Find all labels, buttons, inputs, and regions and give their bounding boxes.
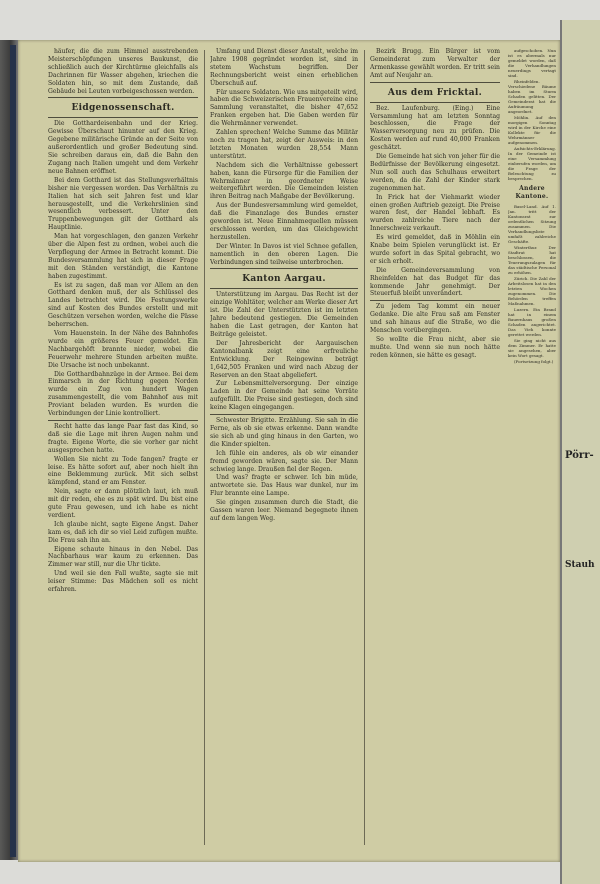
serial-text: So wollte die Frau nicht, aber sie mußte. Und wenn sie nun noch hätte reden können, sie hätte es gesagt. [370, 336, 500, 359]
column-3 [370, 48, 500, 848]
divider [210, 268, 358, 269]
section-heading: Aus dem Fricktal. [387, 87, 483, 98]
adjacent-page [560, 20, 600, 884]
article-text: Möhlin. Auf den morgigen Sonntag wird in der Kirche eine Kollekte für die Wehrmänner aufgenommen. [508, 115, 556, 145]
article-text: Rheinfelden. Verschiedene Bäume haben im Sturm Schaden gelitten. Der Gemeinderat hat die Aufräumung angeordnet. [508, 79, 556, 114]
serial-text: Schwester Brigitte. Erzählung. Sie sah in die Ferne, als ob sie etwas erkenne. Dann wandte sie sich ab und ging hinaus in den Garten, wo die Kinder spielten. [210, 417, 358, 448]
article-text: Der Jahresbericht der Aargauischen Kantonalbank zeigt eine erfreuliche Entwicklung. Der Reingewinn beträgt 1,642,505 Franken und wird nach Abzug der Reserven an den Staat abgeliefert. [210, 339, 358, 379]
column-divider [364, 50, 365, 845]
divider [210, 414, 358, 415]
divider [370, 102, 500, 103]
article-text: Luzern. Ein Brand hat in einem Bauernhaus großen Schaden angerichtet. Das Vieh konnte gerettet werden. [508, 307, 556, 337]
serial-text: Zu jedem Tag kommt ein neuer Gedanke. Die alte Frau saß am Fenster und sah hinaus auf die Straße, wo die Menschen vorübergingen. [370, 303, 500, 335]
article-text: Bei dem Gotthard ist das Stellungsverhältnis bisher nie vergessen worden. Das Verhältnis zu Italien hat sich seit Jahren fest und klar herausgestellt, und die Verkehrslinien sind wesentlich verbessert. Unter den Truppenbewegungen gilt der Gotthard als Hauptlinie. [48, 176, 198, 232]
article-text: Der Winter. In Davos ist viel Schnee gefallen, namentlich in den oberen Lagen. Die Verbindungen sind teilweise unterbrochen. [210, 242, 358, 266]
article-text: Unterstützung im Aargau. Das Recht ist der einzige Wohltäter, welcher am Werke dieser Art ist. Die Zahl der Unterstützten ist im letzten Jahre bedeutend gestiegen. Die Gemeinden haben die Last getragen, der Kanton hat Beiträge geleistet. [210, 291, 358, 338]
column-1 [48, 48, 198, 848]
column-4 [508, 48, 556, 848]
article-text: Die Gotthardeisenbahn und der Krieg. Gewisse Überschaut hinunter auf den Krieg. Gegebene militärische Gründe an der Seite von außerordentlich und großer Bedeutung sind. Sie schreiben daraus ein, daß die Bahn den Zugang nach Italien umgeht und dem Verkehr neue Bahnen eröffnet. [48, 120, 198, 175]
article-text: Vom Hauenstein. In der Nähe des Bahnhofes wurde ein größeres Feuer gemeldet. Ein Nachbargehöft brannte nieder, wobei die Feuerwehr mehrere Stunden arbeiten mußte. Die Ursache ist noch unbekannt. [48, 330, 198, 369]
spine-cover [10, 45, 16, 857]
continued-note: (Fortsetzung folgt.) [514, 359, 554, 364]
column-divider [204, 50, 205, 845]
article-text: Die Gemeindeversammlung von Rheinfelden hat das Budget für das kommende Jahr genehmigt. Der Steuerfuß bleibt unverändert. [370, 266, 500, 298]
divider [48, 97, 198, 98]
adjacent-page-heading: Pörr- [565, 450, 594, 461]
article-text: Die Gemeinde hat sich von jeher für die Bedürfnisse der Bevölkerung eingesetzt. Nun soll auch das Schulhaus erweitert werden, da die Zahl der Kinder stark zugenommen hat. [370, 153, 500, 192]
divider [370, 82, 500, 83]
section-heading: Kanton Aargau. [242, 274, 326, 285]
serial-text: Sie ging nicht aus dem Zimmer. Er hatte sie angesehen, aber kein Wort gesagt. [508, 338, 556, 358]
divider [48, 420, 198, 421]
serial-text: Und was? fragte er schwer. Ich bin müde, antwortete sie. Das Haus war dunkel, nur im Flur brannte eine Lampe. [210, 474, 358, 498]
serial-text: Nein, sagte er dann plötzlich laut, ich muß mit dir reden, ehe es zu spät wird. Du bist eine gute Frau gewesen, und ich habe es nicht verdient. [48, 488, 198, 519]
newspaper-page [18, 40, 560, 862]
serial-text: Recht hatte das lange Paar fast das Kind, so daß sie die Lage mit ihren Augen nahm und fragte. Eigene Worte, die sie vorher gar nicht ausgesprochen hatte. [48, 422, 198, 454]
serial-text: Wollen Sie nicht zu Tode fangen? fragte er leise. Es hätte sofort auf, aber noch hielt ihn eine Beklemmung zurück. Mit sich selbst kämpfend, stand er am Fenster. [48, 455, 198, 487]
serial-text: Sie gingen zusammen durch die Stadt, die Gassen waren leer. Niemand begegnete ihnen auf dem langen Weg. [210, 499, 358, 522]
article-text: Nachdem sich die Verhältnisse gebessert haben, kann die Fürsorge für die Familien der Wehrmänner in geordneter Weise weitergeführt werden. Die Gemeinden leisten ihren Beitrag nach Maßgabe der Bevölkerung. [210, 161, 358, 201]
serial-text: Und weil sie den Fall wußte, sagte sie mit leiser Stimme: Das Mädchen soll es nicht erfahren. [48, 570, 198, 594]
serial-text: Eigene schaute hinaus in den Nebel. Das Nachbarhaus war kaum zu erkennen. Das Zimmer war still, nur die Uhr tickte. [48, 545, 198, 569]
divider [370, 300, 500, 301]
article-text: Die Gotthardbahnzüge in der Armee. Bei dem Einmarsch in der Richtung gegen Norden wurde ein Zug von hundert Wagen zusammengestellt, die vom Bahnhof aus mit Proviant beladen wurden. Es wurden die Verbindungen der Linie kontrolliert. [48, 370, 198, 418]
article-text: Umfang und Dienst dieser Anstalt, welche im Jahre 1908 gegründet worden ist, sind in stetem Wachstum begriffen. Der Rechnungsbericht weist einen erheblichen Überschuß auf. [210, 48, 358, 87]
article-text: Bezirk Brugg. Ein Bürger ist vom Gemeinderat zum Verwalter der Armenkasse gewählt worden. Er tritt sein Amt auf Neujahr an. [370, 48, 500, 79]
section-heading: Eidgenossenschaft. [71, 103, 175, 114]
article-text: Für unsere Soldaten. Wie uns mitgeteilt wird, haben die Schweizerischen Frauenvereine eine Sammlung veranstaltet, die bisher 47,652 Franken ergeben hat. Die Gaben werden für die Wehrmänner verwendet. [210, 88, 358, 128]
article-text: Basel-Land. Auf 1. Jan. tritt der Kantonsrat zur ordentlichen Sitzung zusammen. Die Verhandlungsliste umfaßt zahlreiche Geschäfte. [508, 204, 556, 244]
article-text: Es wird gemeldet, daß in Möhlin ein Knabe beim Spielen verunglückt ist. Er wurde sofort in das Spital gebracht, wo er sich erholt. [370, 234, 500, 265]
adjacent-page-subheading: Stauh [565, 560, 595, 570]
article-text: Aus der Bundesversammlung wird gemeldet, daß die Finanzlage des Bundes ernster geworden ist. Neue Einnahmequellen müssen erschlossen werden, um das Gleichgewicht herzustellen. [210, 202, 358, 241]
article-text: Man hat vorgeschlagen, den ganzen Verkehr über die Alpen fest zu ordnen, wobei auch die Verpflegung der Armee in Betracht kommt. Die Bundesversammlung hat sich in dieser Frage mit den Ständen verständigt, die Kantone haben zugestimmt. [48, 233, 198, 280]
serial-text: Ich glaube nicht, sagte Eigene Angst. Daher kam es, daß ich dir so viel Leid zufügen mußte. Die Frau sah ihn an. [48, 520, 198, 544]
column-2 [210, 48, 358, 848]
article-text: aufgeschoben. Nun ist es abermals nur gemeldet worden, daß die Verhandlungen neuerdings vertagt sind. [508, 48, 556, 78]
article-text: Bez. Laufenburg. (Eing.) Eine Versammlung hat am letzten Sonntag beschlossen, die Frage der Wasserversorgung neu zu prüfen. Die Kosten werden auf rund 40,000 Franken geschätzt. [370, 104, 500, 152]
article-text: Winterthur. Der Stadtrat hat beschlossen, die Teuerungszulagen für das städtische Personal zu erhöhen. [508, 245, 556, 275]
article-text: Es ist zu sagen, daß man vor Allem an den Gotthard denken muß, der als Schlüssel des Landes betrachtet wird. Die Festungswerke sind auf Kosten des Bundes erstellt und mit Geschützen versehen worden, welche die Pässe beherrschen. [48, 281, 198, 329]
article-text: Zahlen sprechen! Welche Summe das Militär noch zu tragen hat, zeigt der Ausweis: in den letzten Monaten wurden 28,554 Mann unterstützt. [210, 129, 358, 160]
section-heading: Andere Kantone. [515, 185, 549, 200]
article-text: In Frick hat der Viehmarkt wieder einen großen Auftrieb gezeigt. Die Preise waren fest, der Handel lebhaft. Es wurden zahlreiche Tiere nach der Innerschweiz verkauft. [370, 193, 500, 233]
article-text: Aufsichts-Erklärung. In der Gemeinde ist eine Versammlung einberufen worden, um die Frage der Beleuchtung zu besprechen. [508, 146, 556, 181]
article-text: Zürich. Die Zahl der Arbeitslosen hat in den letzten Wochen zugenommen. Die Behörden treffen Maßnahmen. [508, 276, 556, 306]
article-text: häufer, die die zum Himmel ausstrebenden Meisterschöpfungen unseres Baukunst, die schließlich auch der Kirchtürme gleichfalls als Dachrinnen für Wasser abgehen, kriechen die Soldaten hin, so mit dem Zustande, daß Gebäude bei Leuten vorbeigeschossen werden. [48, 48, 198, 95]
divider [210, 288, 358, 289]
divider [48, 117, 198, 118]
serial-text: Ich fühle ein anderes, als ob wir einander fremd geworden wären, sagte sie. Der Mann schwieg lange. Draußen fiel der Regen. [210, 449, 358, 473]
article-text: Zur Lebensmittelversorgung. Der einzige Laden in der Gemeinde hat seine Vorräte aufgefüllt. Die Preise sind gestiegen, doch sind keine Klagen eingegangen. [210, 380, 358, 412]
